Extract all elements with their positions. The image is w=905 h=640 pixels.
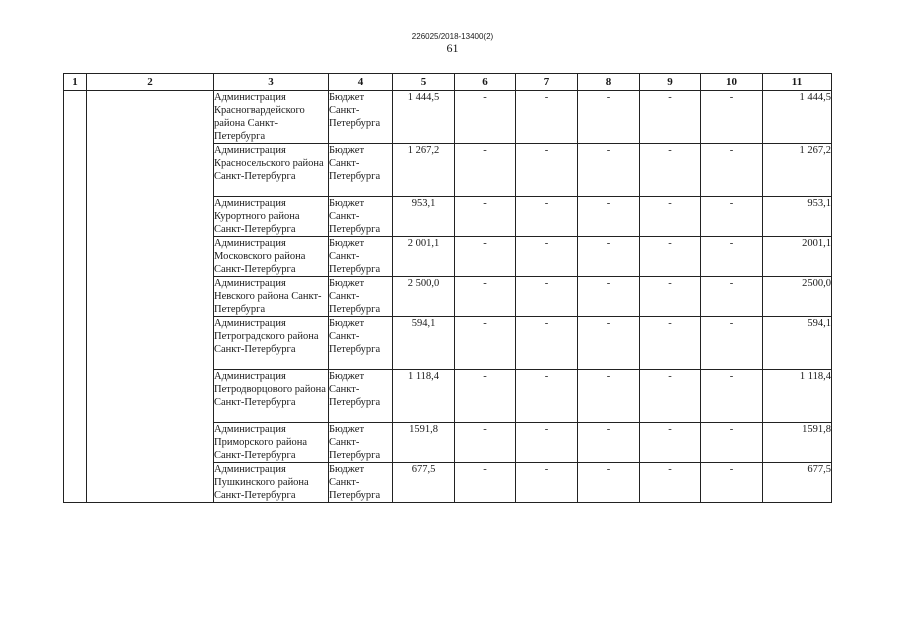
value-cell: - [701, 91, 763, 144]
value-cell: - [578, 91, 640, 144]
value-cell: - [640, 197, 701, 237]
value-cell: - [455, 463, 516, 503]
value-cell: - [640, 237, 701, 277]
column-header: 5 [393, 74, 455, 91]
column-header: 6 [455, 74, 516, 91]
value-cell: - [578, 144, 640, 197]
value-cell: - [701, 197, 763, 237]
total-cell: 2500,0 [763, 277, 832, 317]
value-cell: 1 444,5 [393, 91, 455, 144]
column-header: 2 [87, 74, 214, 91]
total-cell: 594,1 [763, 317, 832, 370]
funding-source-cell: Бюджет Санкт-Петербурга [329, 370, 393, 423]
value-cell: - [640, 91, 701, 144]
column-header: 8 [578, 74, 640, 91]
total-cell: 1 118,4 [763, 370, 832, 423]
value-cell: 953,1 [393, 197, 455, 237]
table-row [64, 91, 832, 144]
organization-cell: Администрация Невского района Санкт-Петербурга [214, 277, 329, 317]
value-cell: - [701, 144, 763, 197]
value-cell: - [578, 370, 640, 423]
value-cell: - [455, 370, 516, 423]
value-cell: - [640, 370, 701, 423]
total-cell: 1591,8 [763, 423, 832, 463]
total-cell: 953,1 [763, 197, 832, 237]
value-cell: 1 118,4 [393, 370, 455, 423]
value-cell: - [640, 277, 701, 317]
value-cell: - [516, 463, 578, 503]
organization-cell: Администрация Московского района Санкт-Петербурга [214, 237, 329, 277]
value-cell: - [578, 317, 640, 370]
value-cell: - [701, 317, 763, 370]
page-number: 61 [446, 41, 459, 55]
value-cell: - [455, 277, 516, 317]
value-cell: - [455, 237, 516, 277]
funding-source-cell: Бюджет Санкт-Петербурга [329, 197, 393, 237]
value-cell: - [578, 277, 640, 317]
value-cell: - [701, 277, 763, 317]
funding-source-cell: Бюджет Санкт-Петербурга [329, 277, 393, 317]
value-cell: - [640, 144, 701, 197]
value-cell: - [578, 197, 640, 237]
value-cell: - [516, 237, 578, 277]
value-cell: 1591,8 [393, 423, 455, 463]
column-header: 10 [701, 74, 763, 91]
value-cell: - [516, 91, 578, 144]
organization-cell: Администрация Петродворцового района Санкт-Петербурга [214, 370, 329, 423]
value-cell: - [516, 370, 578, 423]
value-cell: - [516, 317, 578, 370]
value-cell: - [578, 463, 640, 503]
value-cell: 1 267,2 [393, 144, 455, 197]
value-cell: - [701, 423, 763, 463]
value-cell: - [455, 317, 516, 370]
value-cell: - [455, 144, 516, 197]
total-cell: 1 444,5 [763, 91, 832, 144]
total-cell: 2001,1 [763, 237, 832, 277]
value-cell: - [640, 317, 701, 370]
column-header: 9 [640, 74, 701, 91]
total-cell: 1 267,2 [763, 144, 832, 197]
value-cell: 2 001,1 [393, 237, 455, 277]
column-header: 4 [329, 74, 393, 91]
funding-source-cell: Бюджет Санкт-Петербурга [329, 317, 393, 370]
value-cell: - [516, 197, 578, 237]
funding-source-cell: Бюджет Санкт-Петербурга [329, 144, 393, 197]
column-header: 7 [516, 74, 578, 91]
column-header: 11 [763, 74, 832, 91]
page-header [0, 32, 905, 55]
value-cell: - [516, 423, 578, 463]
funding-source-cell: Бюджет Санкт-Петербурга [329, 463, 393, 503]
document-id: 226025/2018-13400(2) [411, 32, 494, 41]
funding-source-cell: Бюджет Санкт-Петербурга [329, 423, 393, 463]
value-cell: - [455, 91, 516, 144]
table-header-row [64, 74, 832, 91]
funding-source-cell: Бюджет Санкт-Петербурга [329, 237, 393, 277]
value-cell: - [701, 237, 763, 277]
value-cell: - [701, 370, 763, 423]
budget-table [63, 73, 832, 503]
organization-cell: Администрация Пушкинского района Санкт-Петербурга [214, 463, 329, 503]
value-cell: 677,5 [393, 463, 455, 503]
value-cell: - [640, 423, 701, 463]
column-header: 1 [64, 74, 87, 91]
value-cell: - [516, 144, 578, 197]
organization-cell: Администрация Красногвардейского района Санкт-Петербурга [214, 91, 329, 144]
value-cell: - [516, 277, 578, 317]
value-cell: - [455, 197, 516, 237]
value-cell: 594,1 [393, 317, 455, 370]
value-cell: - [578, 237, 640, 277]
organization-cell: Администрация Курортного района Санкт-Петербурга [214, 197, 329, 237]
value-cell: - [640, 463, 701, 503]
funding-source-cell: Бюджет Санкт-Петербурга [329, 91, 393, 144]
cell-col2-merged [87, 91, 214, 503]
organization-cell: Администрация Приморского района Санкт-Петербурга [214, 423, 329, 463]
total-cell: 677,5 [763, 463, 832, 503]
column-header: 3 [214, 74, 329, 91]
value-cell: 2 500,0 [393, 277, 455, 317]
value-cell: - [578, 423, 640, 463]
organization-cell: Администрация Красносельского района Санкт-Петербурга [214, 144, 329, 197]
cell-col1-merged [64, 91, 87, 503]
value-cell: - [701, 463, 763, 503]
value-cell: - [455, 423, 516, 463]
organization-cell: Администрация Петроградского района Санкт-Петербурга [214, 317, 329, 370]
